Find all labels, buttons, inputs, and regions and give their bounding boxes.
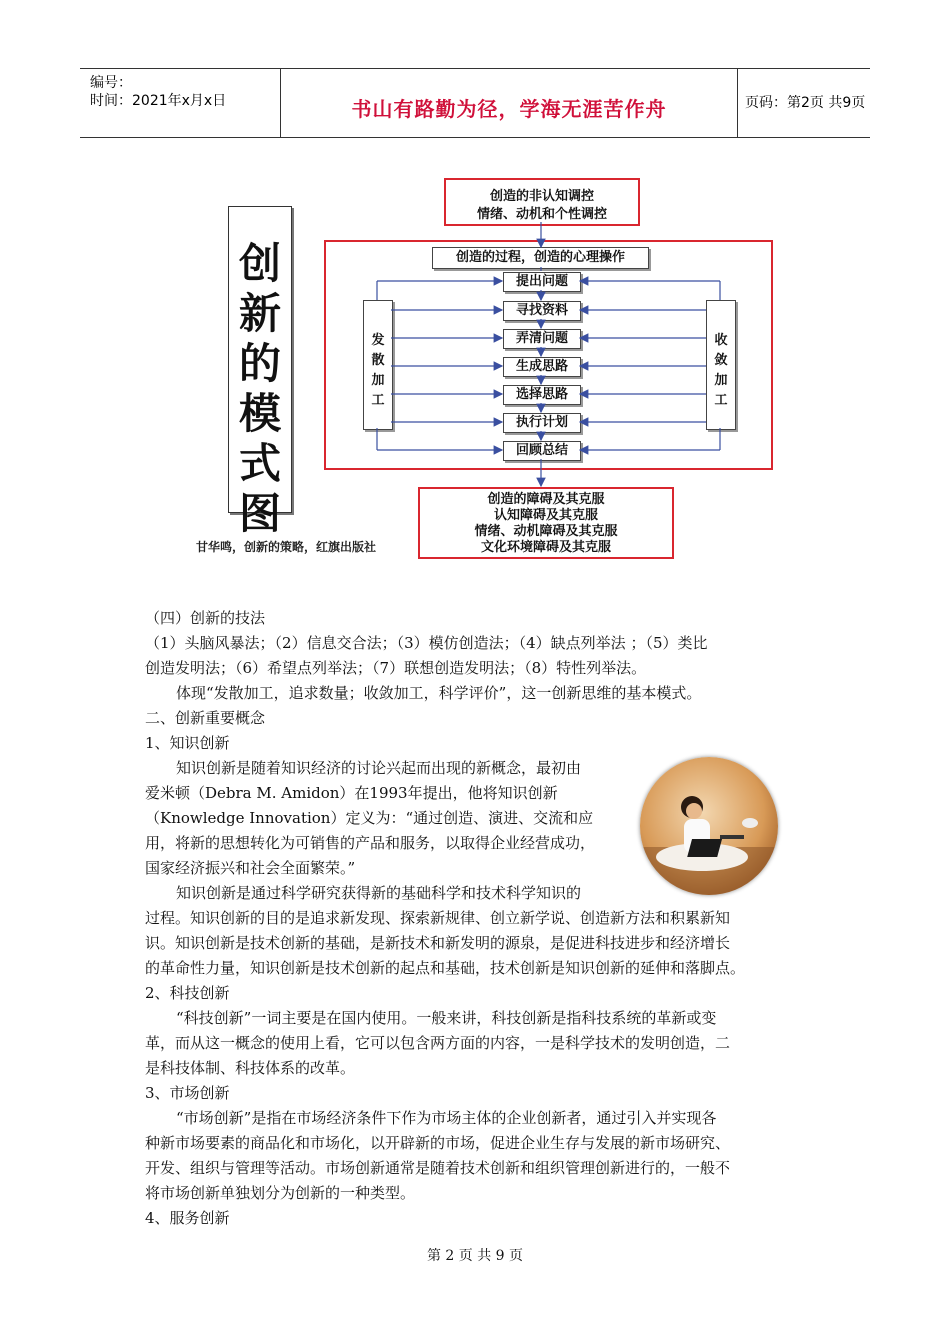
subsection-heading: 2、科技创新 — [145, 984, 230, 1002]
diagram-title-char: 模 — [238, 389, 281, 438]
obstacles-line: 情绪、动机障碍及其克服 — [474, 524, 618, 539]
paragraph-line: 用，将新的思想转化为可销售的产品和服务，以取得企业经营成功， — [145, 834, 596, 852]
convergent-char: 工 — [714, 393, 728, 408]
paragraph-line: 知识创新是通过科学研究获得新的基础科学和技术科学知识的 — [176, 884, 582, 902]
paragraph-line: （1）头脑风暴法；（2）信息交合法；（3）模仿创造法；（4）缺点列举法 ；（5）类比 — [145, 634, 708, 652]
paragraph-line: 是科技体制、科技体系的改革。 — [145, 1059, 356, 1077]
paragraph-line: 创造发明法；（6）希望点列举法；（7）联想创造发明法；（8）特性列举法。 — [145, 659, 647, 677]
diagram-title-char: 式 — [238, 439, 281, 488]
process-title: 创造的过程，创造的心理操作 — [455, 250, 625, 265]
paragraph-line: 体现“发散加工，追求数量；收敛加工，科学评价”，这一创新思维的基本模式。 — [176, 684, 702, 702]
step-label: 回顾总结 — [515, 443, 568, 458]
obstacles-line: 文化环境障碍及其克服 — [480, 540, 611, 555]
paragraph-line: 爱米顿（Debra M. Amidon）在1993年提出，他将知识创新 — [145, 784, 558, 802]
subsection-heading: 3、市场创新 — [145, 1084, 230, 1102]
diagram-title-char: 的 — [238, 339, 281, 388]
paragraph-line: 种新市场要素的商品化和市场化，以开辟新的市场，促进企业生存与发展的新市场研究、 — [145, 1134, 731, 1152]
step-label: 提出问题 — [515, 274, 568, 289]
paragraph-line: 革，而从这一概念的使用上看，它可以包含两方面的内容，一是科学技术的发明创造，二 — [145, 1034, 731, 1052]
paragraph-line: “科技创新”一词主要是在国内使用。一般来讲，科技创新是指科技系统的革新或变 — [176, 1009, 717, 1027]
step-label: 弄清问题 — [515, 331, 568, 346]
paragraph-line: “市场创新”是指在市场经济条件下作为市场主体的企业创新者，通过引入并实现各 — [176, 1109, 717, 1127]
convergent-char: 加 — [714, 373, 728, 388]
section-heading: 二、创新重要概念 — [145, 709, 266, 727]
divergent-char: 发 — [371, 333, 385, 348]
paragraph-line: 国家经济振兴和社会全面繁荣。” — [145, 859, 356, 877]
paragraph-line: 的革命性力量，知识创新是技术创新的起点和基础，技术创新是知识创新的延伸和落脚点。 — [145, 959, 746, 977]
step-label: 生成思路 — [515, 359, 568, 374]
innovation-model-diagram — [0, 0, 950, 600]
paragraph-line: （Knowledge Innovation）定义为：“通过创造、演进、交流和应 — [145, 809, 594, 827]
divergent-char: 工 — [371, 393, 385, 408]
paragraph-line: 将市场创新单独划分为创新的一种类型。 — [145, 1184, 416, 1202]
paragraph-line: 过程。知识创新的目的是追求新发现、探索新规律、创立新学说、创造新方法和积累新知 — [145, 909, 731, 927]
obstacles-box — [418, 487, 674, 559]
paragraph-line: 知识创新是随着知识经济的讨论兴起而出现的新概念，最初由 — [176, 759, 582, 777]
top-box-line-2: 情绪、动机和个性调控 — [476, 207, 607, 222]
step-label: 寻找资料 — [515, 303, 568, 318]
step-label: 选择思路 — [515, 387, 568, 402]
person-with-laptop-image — [640, 757, 778, 895]
section-heading-techniques: （四）创新的技法 — [145, 609, 266, 627]
paragraph-line: 识。知识创新是技术创新的基础，是新技术和新发明的源泉，是促进科技进步和经济增长 — [145, 934, 731, 952]
convergent-char: 收 — [714, 333, 728, 348]
diagram-title-char: 创 — [238, 239, 281, 288]
divergent-char: 散 — [371, 353, 385, 368]
motto: 书山有路勤为径，学海无涯苦作舟 — [351, 97, 667, 121]
diagram-title-char: 新 — [238, 289, 281, 338]
subsection-heading: 4、服务创新 — [145, 1209, 230, 1227]
date-line: 时间：2021年x月x日 — [90, 93, 227, 109]
divergent-char: 加 — [371, 373, 385, 388]
convergent-char: 敛 — [714, 353, 728, 368]
subsection-heading: 1、知识创新 — [145, 734, 230, 752]
step-label: 执行计划 — [515, 415, 568, 430]
page-footer: 第 2 页 共 9 页 — [426, 1248, 524, 1264]
page-line: 页码：第2页 共9页 — [745, 95, 866, 111]
paragraph-line: 开发、组织与管理等活动。市场创新通常是随着技术创新和组织管理创新进行的，一般不 — [145, 1159, 731, 1177]
diagram-title-char: 图 — [238, 489, 281, 538]
number-label: 编号： — [90, 75, 132, 91]
top-box-line-1: 创造的非认知调控 — [489, 189, 594, 204]
obstacles-line: 创造的障碍及其克服 — [487, 492, 605, 507]
diagram-credit: 甘华鸣，创新的策略，红旗出版社 — [196, 540, 377, 554]
obstacles-line: 认知障碍及其克服 — [493, 508, 598, 523]
photo-illustration — [640, 757, 778, 895]
